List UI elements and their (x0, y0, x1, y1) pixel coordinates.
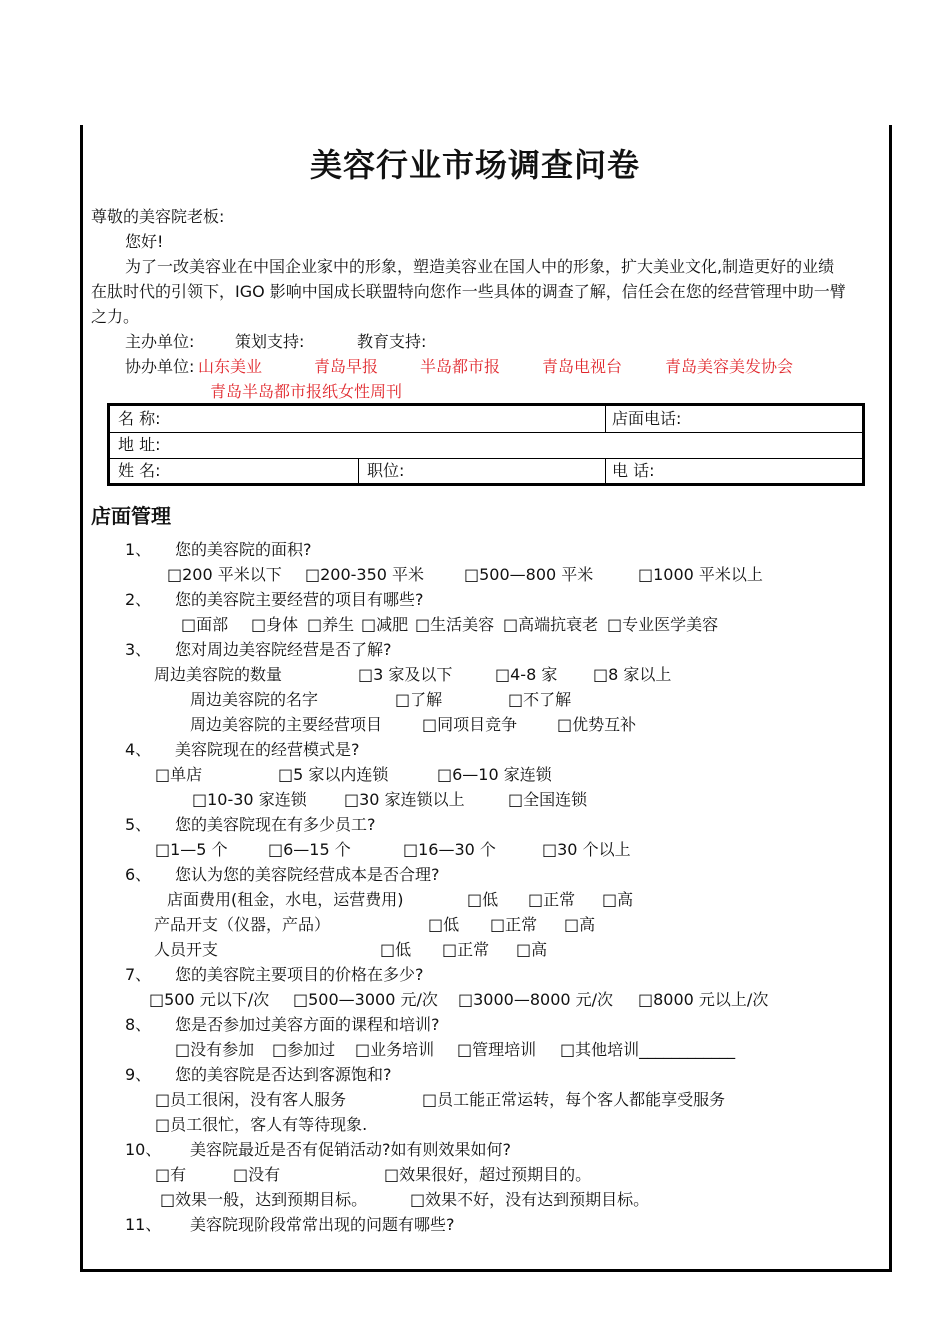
option-checkbox[interactable]: □16—30 个 (403, 840, 496, 859)
question-text: 您的美容院现在有多少员工? (175, 815, 376, 834)
question-number: 5、 (125, 815, 152, 834)
table-row-divider (110, 458, 862, 459)
question-text: 美容院最近是否有促销活动?如有则效果如何? (190, 1140, 511, 1159)
option-checkbox[interactable]: □高 (564, 915, 596, 934)
question-number: 2、 (125, 590, 152, 609)
co-organizer-item: 青岛半岛都市报纸女性周刊 (210, 382, 403, 401)
option-checkbox[interactable]: □参加过 (272, 1040, 336, 1059)
option-checkbox[interactable]: □5 家以内连锁 (278, 765, 389, 784)
section-heading: 店面管理 (91, 504, 171, 528)
question-text: 您的美容院是否达到客源饱和? (175, 1065, 392, 1084)
intro-line-3: 之力。 (91, 307, 140, 326)
question-number: 7、 (125, 965, 152, 984)
sub-question-label: 店面费用(租金，水电，运营费用) (167, 890, 404, 909)
option-checkbox[interactable]: □正常 (490, 915, 538, 934)
address-field[interactable]: 地 址: (118, 435, 161, 454)
table-row-divider (110, 432, 862, 433)
intro-line-1: 为了一改美容业在中国企业家中的形象，塑造美容业在国人中的形象，扩大美业文化,制造更好的业绩 (125, 257, 835, 276)
option-checkbox[interactable]: □不了解 (508, 690, 572, 709)
telephone-field[interactable]: 电 话: (612, 461, 655, 480)
option-checkbox[interactable]: □员工能正常运转，每个客人都能享受服务 (422, 1090, 726, 1109)
option-checkbox[interactable]: □4-8 家 (495, 665, 558, 684)
option-checkbox[interactable]: □了解 (395, 690, 443, 709)
option-checkbox[interactable]: □1000 平米以上 (638, 565, 763, 584)
store-name-field[interactable]: 名 称: (118, 409, 161, 428)
option-checkbox[interactable]: □专业医学美容 (607, 615, 719, 634)
frame-right-border (889, 125, 892, 1272)
question-number: 1、 (125, 540, 152, 559)
sub-question-label: 周边美容院的主要经营项目 (190, 715, 383, 734)
option-checkbox[interactable]: □500 元以下/次 (149, 990, 270, 1009)
option-checkbox[interactable]: □3000—8000 元/次 (458, 990, 614, 1009)
question-number: 4、 (125, 740, 152, 759)
question-text: 美容院现阶段常常出现的问题有哪些? (190, 1215, 455, 1234)
option-checkbox[interactable]: □500—800 平米 (464, 565, 594, 584)
option-checkbox[interactable]: □效果很好，超过预期目的。 (384, 1165, 592, 1184)
question-number: 6、 (125, 865, 152, 884)
store-phone-field[interactable]: 店面电话: (612, 409, 682, 428)
table-col-divider (605, 406, 606, 432)
table-col-divider (605, 458, 606, 483)
co-organizer-item: 半岛都市报 (420, 357, 501, 376)
education-label: 教育支持: (357, 332, 427, 351)
option-checkbox[interactable]: □正常 (442, 940, 490, 959)
option-checkbox[interactable]: □低 (380, 940, 412, 959)
question-text: 您对周边美容院经营是否了解? (175, 640, 392, 659)
option-checkbox[interactable]: □1—5 个 (155, 840, 228, 859)
co-organizer-label: 协办单位: (125, 357, 195, 376)
option-checkbox[interactable]: □500—3000 元/次 (293, 990, 438, 1009)
question-number: 11、 (125, 1215, 162, 1234)
option-checkbox[interactable]: □高 (516, 940, 548, 959)
option-checkbox[interactable]: □200-350 平米 (305, 565, 425, 584)
frame-left-border (80, 125, 83, 1272)
hello: 您好! (125, 232, 164, 251)
position-field[interactable]: 职位: (367, 461, 405, 480)
option-checkbox[interactable]: □8000 元以上/次 (638, 990, 769, 1009)
table-col-divider (358, 458, 359, 483)
option-checkbox[interactable]: □200 平米以下 (167, 565, 282, 584)
option-checkbox[interactable]: □效果一般，达到预期目标。 (160, 1190, 368, 1209)
option-checkbox[interactable]: □面部 (181, 615, 229, 634)
option-checkbox[interactable]: □有 (155, 1165, 187, 1184)
co-organizer-item: 青岛电视台 (542, 357, 623, 376)
option-checkbox[interactable]: □正常 (528, 890, 576, 909)
option-checkbox[interactable]: □同项目竞争 (422, 715, 518, 734)
question-text: 美容院现在的经营模式是? (175, 740, 360, 759)
option-checkbox[interactable]: □业务培训 (355, 1040, 435, 1059)
option-checkbox[interactable]: □身体 (251, 615, 299, 634)
question-number: 10、 (125, 1140, 162, 1159)
sub-question-label: 产品开支（仪器，产品） (154, 915, 331, 934)
option-checkbox[interactable]: □30 个以上 (542, 840, 631, 859)
question-number: 8、 (125, 1015, 152, 1034)
option-checkbox[interactable]: □优势互补 (557, 715, 637, 734)
option-checkbox[interactable]: □单店 (155, 765, 203, 784)
option-checkbox[interactable]: □生活美容 (415, 615, 495, 634)
page-title: 美容行业市场调查问卷 (309, 146, 640, 184)
person-name-field[interactable]: 姓 名: (118, 461, 161, 480)
option-checkbox[interactable]: □低 (467, 890, 499, 909)
option-checkbox[interactable]: □高 (602, 890, 634, 909)
co-organizer-item: 青岛美容美发协会 (665, 357, 794, 376)
option-checkbox[interactable]: □高端抗衰老 (503, 615, 599, 634)
option-checkbox[interactable]: □6—15 个 (268, 840, 351, 859)
option-checkbox[interactable]: □3 家及以下 (358, 665, 453, 684)
option-checkbox[interactable]: □管理培训 (457, 1040, 537, 1059)
option-checkbox[interactable]: □30 家连锁以上 (344, 790, 465, 809)
option-checkbox[interactable]: □员工很忙，客人有等待现象. (155, 1115, 368, 1134)
option-checkbox[interactable]: □没有 (233, 1165, 281, 1184)
sub-question-label: 人员开支 (154, 940, 219, 959)
option-checkbox[interactable]: □员工很闲，没有客人服务 (155, 1090, 347, 1109)
sub-question-label: 周边美容院的数量 (154, 665, 283, 684)
frame-bottom-border (80, 1269, 892, 1272)
option-checkbox[interactable]: □养生 (307, 615, 355, 634)
question-text: 您认为您的美容院经营成本是否合理? (175, 865, 440, 884)
intro-line-2: 在肽时代的引领下，IGO 影响中国成长联盟特向您作一些具体的调查了解，信任会在您的经营管理中助一臂 (91, 282, 846, 301)
sub-question-label: 周边美容院的名字 (190, 690, 319, 709)
option-checkbox[interactable]: □6—10 家连锁 (437, 765, 552, 784)
option-checkbox[interactable]: □全国连锁 (508, 790, 588, 809)
question-text: 您的美容院主要项目的价格在多少? (175, 965, 424, 984)
greeting: 尊敬的美容院老板: (91, 207, 225, 226)
option-checkbox[interactable]: □没有参加 (175, 1040, 255, 1059)
planning-label: 策划支持: (235, 332, 305, 351)
host-label: 主办单位: (125, 332, 195, 351)
option-checkbox[interactable]: □减肥 (361, 615, 409, 634)
store-info-table (107, 403, 865, 486)
option-checkbox[interactable]: □其他培训____________ (560, 1040, 736, 1059)
co-organizer-item: 山东美业 (198, 357, 263, 376)
co-organizer-item: 青岛早报 (314, 357, 379, 376)
option-checkbox[interactable]: □10-30 家连锁 (192, 790, 307, 809)
option-checkbox[interactable]: □效果不好，没有达到预期目标。 (410, 1190, 650, 1209)
option-checkbox[interactable]: □8 家以上 (593, 665, 672, 684)
question-number: 9、 (125, 1065, 152, 1084)
option-checkbox[interactable]: □低 (428, 915, 460, 934)
question-text: 您是否参加过美容方面的课程和培训? (175, 1015, 440, 1034)
question-text: 您的美容院的面积? (175, 540, 312, 559)
question-number: 3、 (125, 640, 152, 659)
question-text: 您的美容院主要经营的项目有哪些? (175, 590, 424, 609)
